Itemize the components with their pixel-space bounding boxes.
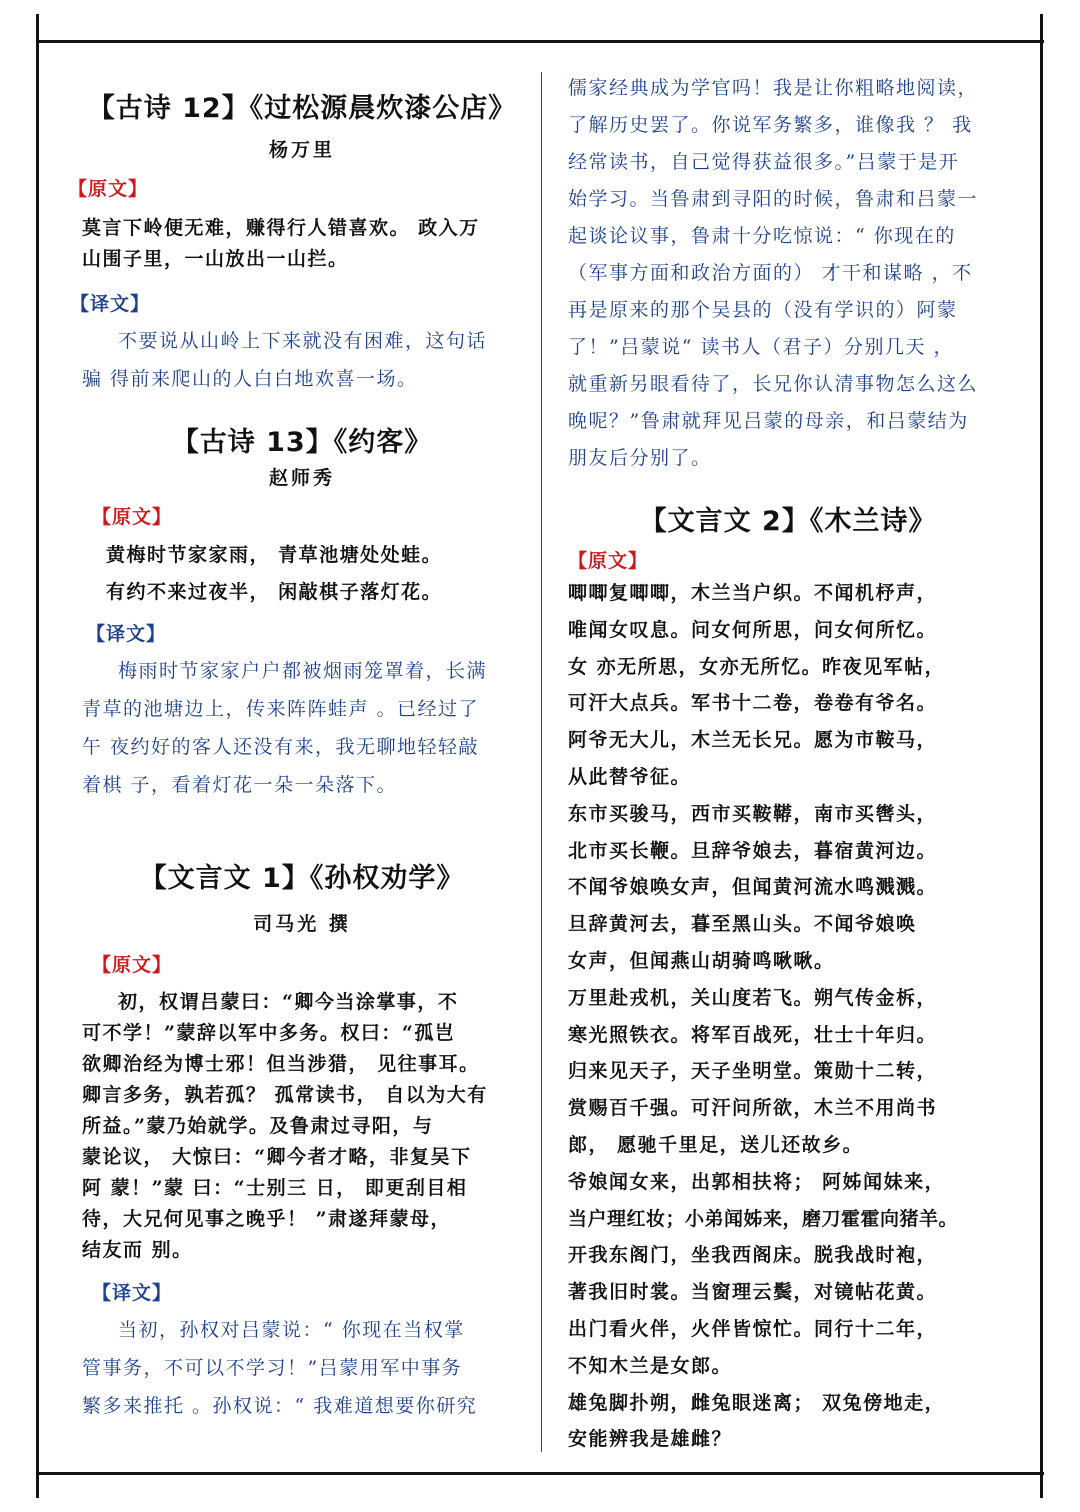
left-column — [68, 80, 522, 1425]
text-line: 不闻爷娘唤女声，但闻黄河流水鸣溅溅。 — [568, 876, 938, 899]
text-line: 儒家经典成为学官吗！我是让你粗略地阅读， — [568, 77, 979, 99]
text-line: 女声，但闻燕山胡骑鸣啾啾。 — [568, 949, 835, 972]
text-line: 初，权谓吕蒙曰：“卿今当涂掌事，不 — [118, 991, 459, 1013]
wen1-translation-tag: 【译文】 — [92, 1282, 173, 1304]
text-line: 卿言多务，孰若孤？ 孤常读书， 自以为大有 — [82, 1084, 488, 1106]
text-line: 着棋 子，看着灯花一朵一朵落下。 — [82, 774, 398, 796]
text-line: 女 亦无所思，女亦无所忆。昨夜见军帖， — [568, 655, 946, 678]
wen1-original-tag: 【原文】 — [92, 954, 173, 976]
text-line: 繁多来推托 。孙权说：“ 我难道想要你研究 — [82, 1395, 478, 1417]
text-line: 始学习。当鲁肃到寻阳的时候，鲁肃和吕蒙一 — [568, 188, 979, 210]
wen1-title: 【文言文 1】《孙权劝学》 — [139, 863, 465, 894]
page-frame-left — [36, 14, 39, 1498]
text-line: 梅雨时节家家户户都被烟雨笼罩着，长满 — [118, 660, 488, 682]
wen2-original-tag: 【原文】 — [568, 550, 649, 572]
poem12-translation-text — [82, 322, 522, 398]
wen1-translation-continued — [568, 70, 1008, 477]
page-frame-top — [38, 40, 1044, 43]
text-line: 管事务，不可以不学习！”吕蒙用军中事务 — [82, 1357, 463, 1379]
text-line: 安能辨我是雄雌？ — [568, 1428, 733, 1451]
text-line: 不知木兰是女郎。 — [568, 1354, 733, 1377]
right-column — [568, 70, 1008, 1458]
text-line: 爷娘闻女来，出郭相扶将； 阿姊闻妹来， — [568, 1170, 946, 1193]
text-line: 莫言下岭便无难，赚得行人错喜欢。 政入万 — [82, 217, 480, 239]
poem13-title: 【古诗 13】《约客》 — [171, 427, 433, 458]
text-line: 所益。”蒙乃始就学。及鲁肃过寻阳，与 — [82, 1115, 434, 1137]
text-line: 旦辞黄河去，暮至黑山头。不闻爷娘唤 — [568, 913, 917, 936]
text-line: 了解历史罢了。你说军务繁多，谁像我 ？ 我 — [568, 114, 973, 136]
text-line: 出门看火伴，火伴皆惊忙。同行十二年， — [568, 1317, 938, 1340]
text-line: 朋友后分别了。 — [568, 447, 712, 469]
text-line: 唯闻女叹息。问女何所思，问女何所忆。 — [568, 618, 938, 641]
text-line: 赏赐百千强。可汗问所欲，木兰不用尚书 — [568, 1097, 938, 1120]
text-line: 有约不来过夜半， 闲敲棋子落灯花。 — [106, 581, 443, 603]
poem13-original-text — [82, 537, 522, 611]
text-line: 当户理红妆；小弟闻姊来，磨刀霍霍向猪羊。 — [568, 1207, 959, 1230]
text-line: 阿爷无大儿，木兰无长兄。愿为市鞍马， — [568, 729, 938, 752]
text-line: 欲卿治经为博士邪！但当涉猎， 见往事耳。 — [82, 1053, 480, 1075]
poem12-original-tag: 【原文】 — [68, 178, 149, 200]
text-line: 经常读书，自己觉得获益很多。”吕蒙于是开 — [568, 151, 960, 173]
poem13-original-tag: 【原文】 — [92, 506, 173, 528]
text-line: 北市买长鞭。旦辞爷娘去，暮宿黄河边。 — [568, 839, 938, 862]
text-line: 阿 蒙！”蒙 曰：“士别三 日， 即更刮目相 — [82, 1177, 468, 1199]
text-line: 晚呢？”鲁肃就拜见吕蒙的母亲，和吕蒙结为 — [568, 410, 969, 432]
text-line: 从此替爷征。 — [568, 765, 692, 788]
text-line: 东市买骏马，西市买鞍鞯，南市买辔头， — [568, 802, 938, 825]
text-line: 郎， 愿驰千里足，送儿还故乡。 — [568, 1133, 864, 1156]
text-line: 著我旧时裳。当窗理云鬓，对镜帖花黄。 — [568, 1281, 938, 1304]
text-line: 黄梅时节家家雨， 青草池塘处处蛙。 — [106, 544, 443, 566]
text-line: 结友而 别。 — [82, 1239, 193, 1261]
text-line: 雄兔脚扑朔，雌兔眼迷离； 双兔傍地走， — [568, 1391, 946, 1414]
text-line: 蒙论议， 大惊曰：“卿今者才略，非复吴下 — [82, 1146, 472, 1168]
wen1-author: 司马光 撰 — [253, 913, 351, 935]
text-line: 当初，孙权对吕蒙说：“ 你现在当权掌 — [118, 1319, 465, 1341]
poem12-title: 【古诗 12】《过松源晨炊漆公店》 — [87, 93, 517, 124]
text-line: 开我东阁门，坐我西阁床。脱我战时袍， — [568, 1244, 938, 1267]
text-line: 午 夜约好的客人还没有来，我无聊地轻轻敲 — [82, 736, 480, 758]
text-line: 可不学！”蒙辞以军中多务。权曰：“孤岂 — [82, 1022, 456, 1044]
poem12-translation-tag: 【译文】 — [70, 293, 151, 315]
text-line: 骗 得前来爬山的人白白地欢喜一场。 — [82, 368, 418, 390]
text-line: 山围子里，一山放出一山拦。 — [82, 248, 349, 270]
page-frame-right — [1040, 14, 1043, 1498]
wen2-title: 【文言文 2】《木兰诗》 — [639, 506, 937, 537]
text-line: 归来见天子，天子坐明堂。策勋十二转， — [568, 1060, 938, 1083]
column-divider — [541, 72, 542, 1452]
text-line: 唧唧复唧唧，木兰当户织。不闻机杼声， — [568, 582, 938, 604]
text-line: 万里赴戎机，关山度若飞。朔气传金柝， — [568, 986, 938, 1009]
text-line: 再是原来的那个吴县的（没有学识的）阿蒙 — [568, 299, 958, 321]
text-line: 起谈论议事，鲁肃十分吃惊说：“ 你现在的 — [568, 225, 956, 247]
text-line: 不要说从山岭上下来就没有困难，这句话 — [118, 330, 488, 352]
poem13-translation-tag: 【译文】 — [86, 623, 167, 645]
poem12-author: 杨万里 — [268, 139, 335, 161]
page-frame-bottom — [38, 1472, 1044, 1475]
text-line: （军事方面和政治方面的） 才干和谋略 ，不 — [568, 262, 973, 284]
poem12-original-text — [82, 213, 522, 275]
text-line: 青草的池塘边上，传来阵阵蛙声 。已经过了 — [82, 698, 480, 720]
wen1-translation-text — [82, 1311, 522, 1425]
text-line: 了！”吕蒙说“ 读书人（君子）分别几天 ， — [568, 336, 955, 358]
text-line: 就重新另眼看待了，长兄你认清事物怎么这么 — [568, 373, 979, 395]
text-line: 可汗大点兵。军书十二卷，卷卷有爷名。 — [568, 692, 938, 715]
poem13-author: 赵师秀 — [268, 467, 335, 489]
wen1-original-text — [82, 987, 522, 1266]
text-line: 寒光照铁衣。将军百战死，壮士十年归。 — [568, 1023, 938, 1046]
poem13-translation-text — [82, 652, 522, 804]
wen2-original-text — [568, 575, 1008, 1458]
text-line: 待，大兄何见事之晚乎！ ”肃遂拜蒙母， — [82, 1208, 452, 1230]
